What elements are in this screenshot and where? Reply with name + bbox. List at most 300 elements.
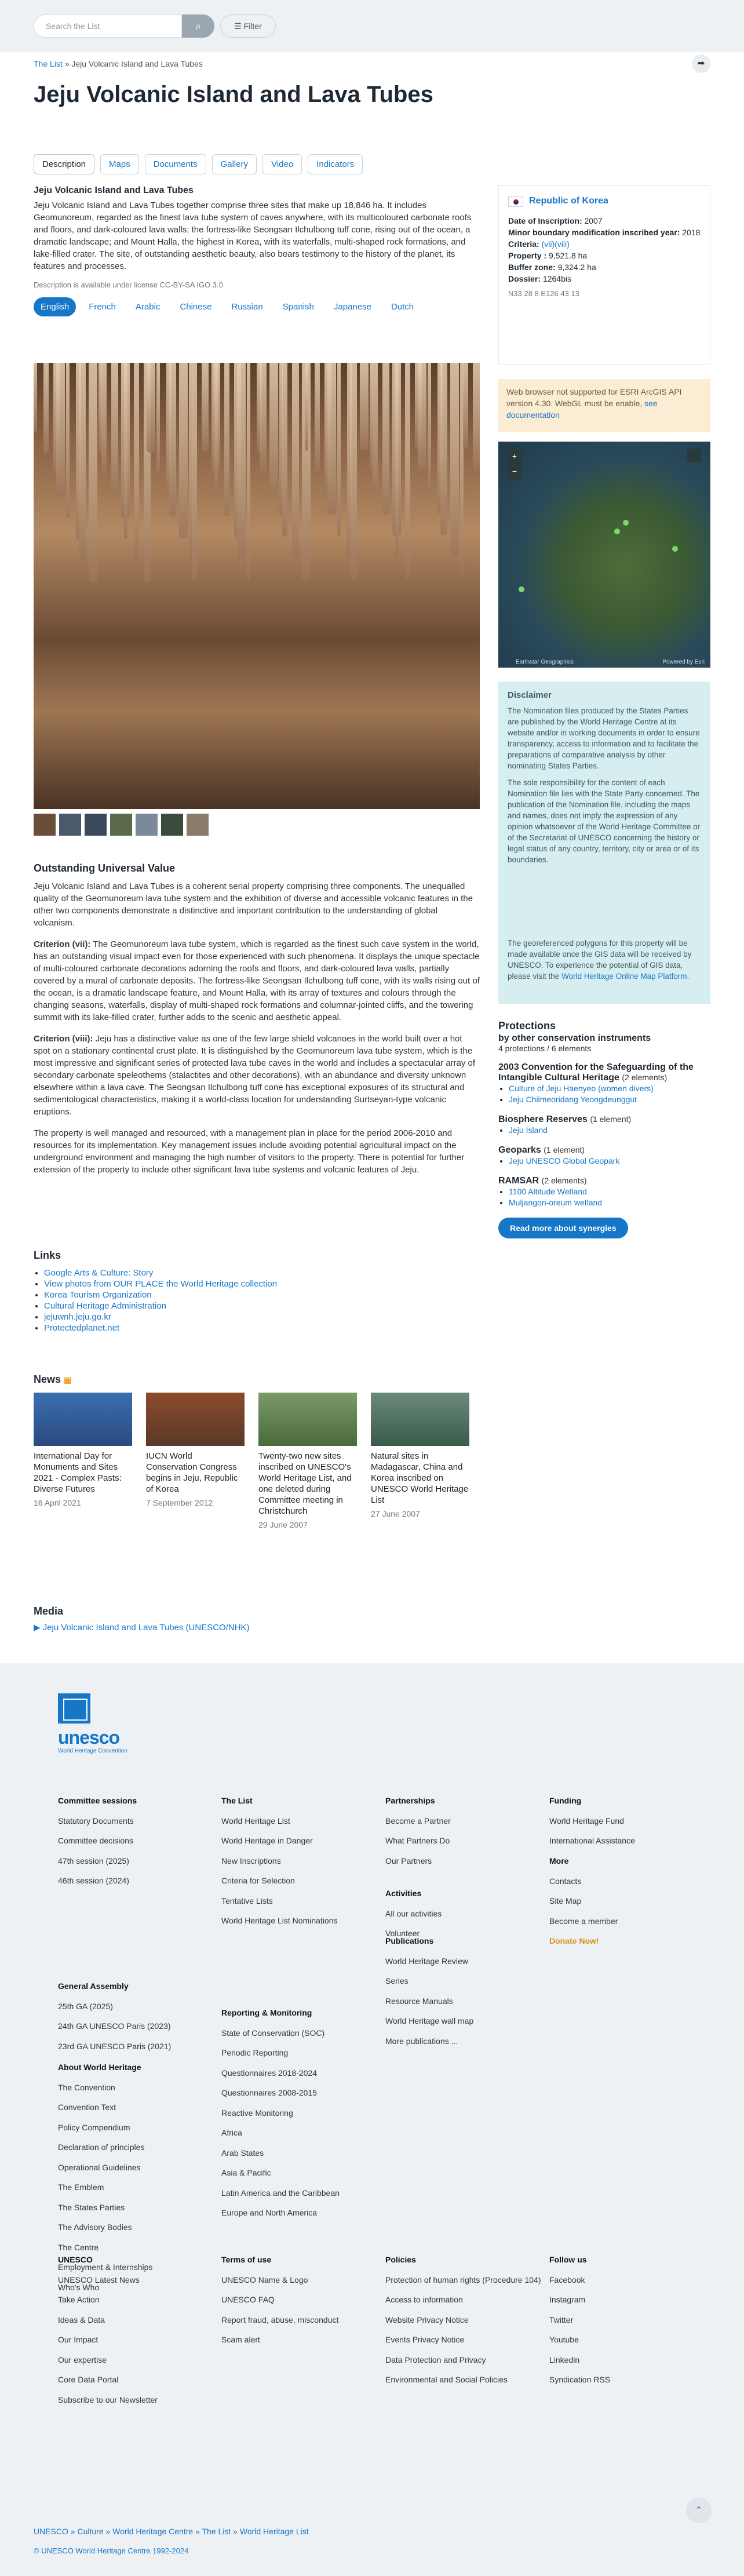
filter-label: Filter (243, 21, 262, 31)
media-item[interactable] (34, 1622, 250, 1633)
criterion-vii-text: The Geomunoreum lava tube system, which is regarded as the finest such cave system in the world, has an outstanding visual impact even for those experienced with such phenomena. It displays the unique spectacle of multi-coloured carbonate decorations adorning the roofs and floors, and dark-coloured lava walls, partially covered by a mural of carbonate deposits. The fortress-like Seongsan Ilchulbong tuff cone, with its walls rising out of the ocean, is a dramatic landscape feature, and Mount Halla, with its array of textures and colours through the changing seasons, waterfalls, display of multi-shaped rock formations and columnar-jointed cliffs, and the towering summit with its lake-filled crater, further adds to the scenic and aesthetic appeal. (34, 939, 480, 1022)
footer-column (385, 2250, 541, 2390)
info-value: 1264bis (542, 274, 571, 284)
footer-link[interactable]: Scam alert (221, 2335, 260, 2344)
stalactite-decoration (315, 363, 320, 472)
criteria-link[interactable]: (vii)(viii) (541, 239, 570, 249)
footer-link[interactable]: Questionnaires 2008-2015 (221, 2088, 318, 2097)
stalactite-decoration (373, 363, 378, 493)
footer-column (221, 1791, 338, 1931)
copyright: © UNESCO World Heritage Centre 1992-2024 (34, 2546, 189, 2555)
gallery-thumb[interactable] (85, 814, 107, 836)
stalactite-decoration (147, 363, 155, 453)
stalactite-decoration (269, 363, 278, 494)
stalactite-decoration (214, 363, 218, 495)
ramsar-item[interactable] (509, 1186, 710, 1197)
protections-heading: Protections (498, 1020, 556, 1032)
protections-count: 4 protections / 6 elements (498, 1044, 592, 1053)
management-text: The property is well managed and resourced, with a management plan in place for the period 2006-2010 and resources for its implementation. Key management issues include avoiding potential agricultural impact on the underground environment and managing the high number of visitors to the property. There is potential for further extension of the property to include other significant lava tube systems and volcanic features of Jeju. (34, 1128, 465, 1175)
footer-column-heading: Committee sessions (58, 1796, 137, 1805)
news-card[interactable] (146, 1393, 245, 1529)
hero-image[interactable] (34, 363, 480, 809)
footer-link[interactable]: Convention Text (58, 2103, 116, 2112)
footer-link[interactable]: Resource Manuals (385, 1996, 453, 2006)
stalactite-decoration (360, 363, 369, 450)
ich-item[interactable] (509, 1083, 710, 1094)
stalactite-decoration (56, 363, 65, 497)
share-icon: ➦ (697, 59, 705, 68)
link-text[interactable]: View photos from OUR PLACE the World Heritage collection (44, 1279, 278, 1289)
coordinates: N33 28 8 E126 43 13 (508, 289, 579, 298)
inscription-date (508, 215, 701, 227)
share-button[interactable] (692, 54, 710, 73)
footer-link[interactable]: Instagram (549, 2295, 586, 2304)
gis-text: The georeferenced polygons for this property will be made available once the GIS data will be received by UNESCO. To experience the potential of GIS data, please visit the (508, 939, 692, 981)
site-marker[interactable] (623, 520, 629, 526)
info-value: 9,324.2 ha (557, 263, 596, 272)
stalactite-decoration (192, 363, 197, 581)
footer-link[interactable]: Ideas & Data (58, 2315, 105, 2324)
filter-button[interactable]: ☰ Filter (220, 14, 276, 38)
map-credit: Earthstar Geographics (516, 659, 574, 665)
footer-link[interactable]: World Heritage List Nominations (221, 1916, 338, 1925)
footer-column-heading: More (549, 1856, 569, 1865)
footer-link[interactable]: All our activities (385, 1908, 442, 1918)
convention-heading (498, 1062, 710, 1083)
footer-link[interactable]: Statutory Documents (58, 1816, 134, 1826)
footer-link[interactable]: Become a member (549, 1916, 618, 1926)
link-text[interactable]: Cultural Heritage Administration (44, 1301, 166, 1311)
news-item-date: 29 June 2007 (258, 1520, 308, 1529)
footer-link[interactable]: Youtube (549, 2335, 579, 2344)
stalactite-decoration (463, 363, 468, 449)
breadcrumb-separator: » (64, 59, 72, 68)
unesco-logo-text: unesco (58, 1727, 120, 1748)
footer-column (385, 1931, 473, 2051)
stalactite-decoration (395, 363, 399, 558)
tab-documents[interactable]: Documents (145, 154, 206, 174)
footer-link[interactable]: International Assistance (549, 1836, 635, 1845)
criterion-vii (34, 938, 480, 1023)
stalactite-decoration (428, 363, 431, 493)
geopark-link[interactable]: Jeju UNESCO Global Geopark (509, 1156, 620, 1165)
footer-column-heading: General Assembly (58, 1981, 129, 1991)
biosphere-item[interactable] (509, 1125, 710, 1136)
logo-subtitle: World Heritage Convention (58, 1748, 127, 1754)
link-text[interactable]: jejuwnh.jeju.go.kr (44, 1312, 111, 1322)
stalactite-decoration (350, 363, 357, 580)
stalactite-decoration (260, 363, 267, 473)
page-title: Jeju Volcanic Island and Lava Tubes (34, 82, 433, 107)
footer-link[interactable]: Take Action (58, 2295, 100, 2304)
license-note: Description is available under license CC-BY-SA IGO 3.0 (34, 280, 223, 289)
footer-column-heading: Follow us (549, 2255, 587, 2264)
footer-link[interactable]: Arab States (221, 2148, 264, 2158)
ramsar-link[interactable]: Muljangori-oreum wetland (509, 1198, 603, 1207)
info-label: Criteria: (508, 239, 539, 249)
stalactite-decoration (134, 363, 139, 560)
news-section (34, 1373, 480, 1529)
link-item[interactable] (44, 1300, 381, 1311)
geoparks-title: Geoparks (498, 1145, 541, 1155)
footer-link[interactable]: State of Conservation (SOC) (221, 2028, 325, 2038)
footer-link[interactable]: Africa (221, 2128, 242, 2137)
convention-title: 2003 Convention for the Safeguarding of the Intangible Cultural Heritage (498, 1062, 694, 1083)
footer-link[interactable]: The States Parties (58, 2202, 125, 2212)
news-item-title[interactable]: IUCN World Conservation Congress begins in Jeju, Republic of Korea (146, 1451, 238, 1494)
info-label: Buffer zone: (508, 263, 556, 272)
biosphere-title: Biosphere Reserves (498, 1114, 588, 1124)
lang-arabic[interactable]: Arabic (135, 302, 161, 312)
biosphere-count: (1 element) (590, 1114, 632, 1124)
footer-link[interactable]: World Heritage Fund (549, 1816, 624, 1826)
footer-link[interactable]: Questionnaires 2018-2024 (221, 2068, 318, 2078)
footer-link[interactable]: 24th GA UNESCO Paris (2023) (58, 2021, 171, 2031)
ich-item[interactable] (509, 1094, 710, 1105)
lang-russian[interactable]: Russian (231, 302, 263, 312)
footer-link[interactable]: Volunteer (385, 1929, 420, 1938)
footer-link[interactable]: Our Partners (385, 1856, 432, 1865)
link-item[interactable] (44, 1311, 381, 1322)
footer-link[interactable]: The Convention (58, 2082, 115, 2092)
site-footer (0, 1663, 744, 2576)
boundary-modification (508, 227, 701, 238)
link-item[interactable] (44, 1278, 381, 1289)
site-map[interactable] (498, 442, 710, 668)
protections-subheading: by other conservation instruments (498, 1033, 651, 1043)
stalactite-decoration (247, 363, 250, 581)
news-image (146, 1393, 245, 1446)
stalactite-decoration (169, 363, 176, 517)
geoparks-heading (498, 1145, 710, 1156)
site-marker[interactable] (519, 586, 524, 592)
footer-link[interactable]: Criteria for Selection (221, 1876, 295, 1885)
stalactite-decoration (179, 363, 188, 538)
stalactite-decoration (66, 363, 70, 518)
footer-link[interactable]: Tentative Lists (221, 1896, 273, 1905)
footer-link[interactable]: Employment & Internships (58, 2262, 153, 2272)
info-label: Date of Inscription: (508, 216, 582, 226)
warning-text: Web browser not supported for ESRI ArcGIS API version 4.30. WebGL must be enable, (506, 387, 682, 408)
ich-link[interactable]: Culture of Jeju Haenyeo (women divers) (509, 1084, 654, 1093)
footer-link[interactable]: Series (385, 1976, 409, 1985)
ramsar-title: RAMSAR (498, 1176, 539, 1186)
footer-column-heading: About World Heritage (58, 2063, 141, 2072)
lang-dutch[interactable]: Dutch (391, 302, 414, 312)
link-item[interactable] (44, 1267, 381, 1278)
basemap-toggle[interactable] (687, 449, 701, 462)
footer-column-heading: Publications (385, 1936, 434, 1945)
footer-link[interactable]: Europe and North America (221, 2208, 317, 2217)
stalactite-decoration (79, 363, 86, 561)
footer-link[interactable]: 25th GA (2025) (58, 2001, 113, 2011)
map-warning (498, 379, 710, 432)
criteria (508, 238, 701, 250)
footer-link[interactable]: Events Privacy Notice (385, 2335, 465, 2344)
link-item[interactable] (44, 1322, 381, 1333)
site-marker[interactable] (614, 529, 620, 534)
ouv-heading: Outstanding Universal Value (34, 862, 176, 874)
link-text[interactable]: Korea Tourism Organization (44, 1290, 152, 1300)
footer-link[interactable]: New Inscriptions (221, 1856, 281, 1865)
description-section (34, 185, 480, 316)
map-powered: Powered by Esri (662, 659, 705, 665)
info-label: Minor boundary modification inscribed year: (508, 228, 680, 238)
stalactite-decoration (34, 363, 37, 432)
tab-description[interactable]: Description (34, 154, 94, 174)
breadcrumb-row (0, 52, 744, 81)
news-item-date: 16 April 2021 (34, 1498, 81, 1507)
news-image (258, 1393, 357, 1446)
warning-doc-link[interactable]: see documentation (506, 399, 658, 420)
footer-link[interactable]: Website Privacy Notice (385, 2315, 469, 2324)
footer-link[interactable]: Asia & Pacific (221, 2168, 271, 2177)
footer-link[interactable]: Latin America and the Caribbean (221, 2188, 340, 2198)
footer-link[interactable]: 46th session (2024) (58, 1876, 129, 1885)
gallery-thumbnails (34, 814, 209, 836)
synergies-button[interactable]: Read more about synergies (498, 1218, 628, 1238)
footer-link[interactable]: The Emblem (58, 2183, 104, 2192)
zoom-out-button[interactable]: − (512, 467, 517, 476)
stalactite-decoration (337, 363, 341, 537)
news-item-title[interactable]: International Day for Monuments and Sites 2021 - Complex Pasts: Diverse Futures (34, 1451, 122, 1494)
gallery-thumb[interactable] (136, 814, 158, 836)
footer-link[interactable]: Report fraud, abuse, misconduct (221, 2315, 339, 2324)
footer-column (221, 2003, 340, 2223)
news-image (34, 1393, 132, 1446)
gallery-thumb[interactable] (161, 814, 183, 836)
footer-link[interactable]: Twitter (549, 2315, 574, 2324)
stalactite-decoration (156, 363, 160, 474)
tab-video[interactable]: Video (262, 154, 302, 174)
footer-breadcrumb[interactable]: UNESCO » Culture » World Heritage Centre » The List » World Heritage List (34, 2527, 309, 2536)
footer-column (385, 1791, 451, 1871)
news-card[interactable] (258, 1393, 357, 1529)
gallery-thumb[interactable] (59, 814, 81, 836)
footer-link[interactable]: Access to information (385, 2295, 463, 2304)
footer-link[interactable]: Core Data Portal (58, 2375, 119, 2384)
site-marker[interactable] (672, 546, 678, 552)
footer-link[interactable]: Operational Guidelines (58, 2162, 141, 2172)
property-info-card (498, 185, 710, 365)
ouv-intro: Jeju Volcanic Island and Lava Tubes is a coherent serial property comprising three components. The unequalled quality of the Geomunoreum lava tube system and the exhibition of diverse and accessible volcanic features in the other two components demonstrate a distinctive and important contribution to the understanding of global volcanism. (34, 881, 473, 928)
footer-link[interactable]: Periodic Reporting (221, 2048, 289, 2057)
footer-link[interactable]: Protection of human rights (Procedure 104) (385, 2275, 541, 2284)
link-text[interactable]: Protectedplanet.net (44, 1323, 120, 1333)
search-input[interactable]: Search the List (34, 14, 182, 38)
stalactite-decoration (111, 363, 118, 496)
footer-link[interactable]: Syndication RSS (549, 2375, 611, 2384)
stalactite-decoration (282, 363, 287, 537)
news-item-title[interactable]: Twenty-two new sites inscribed on UNESCO's World Heritage List, and one deleted during Committee meeting in Christchurch (258, 1451, 352, 1516)
rss-icon[interactable]: ▣ (64, 1375, 72, 1384)
lang-french[interactable]: French (89, 302, 116, 312)
dossier (508, 273, 701, 285)
zoom-controls[interactable] (508, 449, 521, 480)
footer-column (549, 1851, 618, 1951)
breadcrumb-home[interactable]: The List (34, 59, 63, 68)
zoom-in-button[interactable]: + (512, 451, 517, 461)
protections-section (498, 1020, 710, 1238)
gis-note (498, 930, 710, 1004)
ramsar-link[interactable]: 1100 Altitude Wetland (509, 1187, 587, 1196)
breadcrumb (34, 59, 203, 68)
stalactite-decoration (202, 363, 209, 452)
biosphere-link[interactable]: Jeju Island (509, 1125, 548, 1135)
media-link[interactable]: Jeju Volcanic Island and Lava Tubes (UNESCO/NHK) (42, 1623, 250, 1633)
footer-link[interactable]: The Advisory Bodies (58, 2222, 132, 2232)
play-icon: ▶ (34, 1623, 41, 1633)
biosphere-heading (498, 1114, 710, 1125)
top-search-bar (0, 0, 744, 52)
stalactite-decoration (473, 363, 480, 471)
info-value: 2007 (584, 216, 603, 226)
link-item[interactable] (44, 1289, 381, 1300)
description-heading: Jeju Volcanic Island and Lava Tubes (34, 185, 194, 195)
media-section (34, 1605, 250, 1633)
ouv-section (34, 862, 480, 1185)
footer-link[interactable]: World Heritage in Danger (221, 1836, 313, 1845)
gallery-thumb[interactable] (34, 814, 56, 836)
footer-column (549, 2250, 610, 2390)
footer-link[interactable]: Environmental and Social Policies (385, 2375, 508, 2384)
ramsar-item[interactable] (509, 1197, 710, 1208)
stalactite-decoration (124, 363, 127, 539)
stalactite-decoration (405, 363, 410, 579)
footer-link[interactable]: Reactive Monitoring (221, 2108, 293, 2118)
buffer-zone (508, 261, 701, 273)
footer-column-heading: Partnerships (385, 1796, 435, 1805)
footer-link[interactable]: More publications ... (385, 2036, 458, 2046)
info-label: Dossier: (508, 274, 541, 284)
footer-link[interactable]: Data Protection and Privacy (385, 2355, 486, 2364)
criterion-vii-label: Criterion (vii): (34, 939, 91, 949)
stalactite-decoration (305, 363, 308, 451)
footer-link[interactable]: Declaration of principles (58, 2143, 145, 2152)
footer-link[interactable]: Policy Compendium (58, 2122, 130, 2132)
news-item-date: 27 June 2007 (371, 1509, 420, 1518)
gallery-thumb[interactable] (110, 814, 132, 836)
unesco-temple-logo-icon[interactable] (58, 1693, 90, 1724)
footer-link[interactable]: Subscribe to our Newsletter (58, 2395, 158, 2404)
lang-spanish[interactable]: Spanish (282, 302, 314, 312)
stalactite-decoration (101, 363, 107, 475)
stalactite-decoration (237, 363, 246, 559)
footer-column (221, 2250, 338, 2350)
property-area (508, 250, 701, 261)
footer-column-heading: UNESCO (58, 2255, 93, 2264)
footer-link[interactable]: UNESCO Name & Logo (221, 2275, 308, 2284)
gallery-thumb[interactable] (187, 814, 209, 836)
tab-maps[interactable]: Maps (100, 154, 139, 174)
tab-indicators[interactable]: Indicators (308, 154, 363, 174)
search-button[interactable] (182, 14, 214, 38)
geopark-item[interactable] (509, 1156, 710, 1167)
stalactite-decoration (440, 363, 447, 535)
footer-link[interactable]: Who's Who (58, 2282, 100, 2292)
footer-link[interactable]: 47th session (2025) (58, 1856, 129, 1865)
stalactite-decoration (382, 363, 389, 515)
footer-link[interactable]: Our Impact (58, 2335, 99, 2344)
news-item-date: 7 September 2012 (146, 1498, 213, 1507)
footer-link[interactable]: What Partners Do (385, 1836, 450, 1845)
footer-column (58, 1976, 171, 2056)
ramsar-heading (498, 1176, 710, 1186)
breadcrumb-current: Jeju Volcanic Island and Lava Tubes (71, 59, 203, 68)
footer-link[interactable]: World Heritage Review (385, 1956, 468, 1966)
footer-link[interactable]: Committee decisions (58, 1836, 133, 1845)
tab-gallery[interactable]: Gallery (212, 154, 257, 174)
ich-link[interactable]: Jeju Chilmeoridang Yeongdeunggut (509, 1095, 637, 1104)
language-switcher (34, 297, 480, 316)
footer-link[interactable]: Donate Now! (549, 1936, 599, 1945)
footer-link[interactable]: UNESCO FAQ (221, 2295, 275, 2304)
footer-link[interactable]: World Heritage wall map (385, 2016, 474, 2025)
links-section (34, 1249, 381, 1333)
footer-link[interactable]: UNESCO Latest News (58, 2275, 140, 2284)
news-card[interactable] (34, 1393, 132, 1529)
lang-chinese[interactable]: Chinese (180, 302, 212, 312)
footer-link[interactable]: Facebook (549, 2275, 585, 2284)
lang-japanese[interactable]: Japanese (333, 302, 371, 312)
convention-count: (2 elements) (622, 1073, 668, 1082)
news-item-title[interactable]: Natural sites in Madagascar, China and Korea inscribed on UNESCO World Heritage List (371, 1451, 469, 1505)
footer-column-heading: Funding (549, 1796, 582, 1805)
footer-column-heading: Policies (385, 2255, 416, 2264)
footer-link[interactable]: The Centre (58, 2242, 99, 2252)
footer-column (58, 2250, 158, 2410)
footer-column (58, 1791, 137, 1891)
link-text[interactable]: Google Arts & Culture: Story (44, 1268, 154, 1278)
country-link[interactable]: Republic of Korea (529, 196, 608, 206)
footer-link[interactable]: World Heritage List (221, 1816, 290, 1826)
news-heading (34, 1373, 480, 1386)
footer-link[interactable]: Become a Partner (385, 1816, 451, 1826)
lang-english[interactable]: English (34, 297, 76, 316)
footer-column-heading: Reporting & Monitoring (221, 2008, 312, 2017)
footer-column-heading: Activities (385, 1889, 422, 1898)
stalactite-decoration (292, 363, 299, 559)
footer-link[interactable]: Site Map (549, 1896, 582, 1905)
back-to-top-button[interactable] (686, 2498, 712, 2523)
disclaimer-p2: The sole responsibility for the content of each Nomination file lies with the State Party concerned. The publication of the Nomination file, including the maps and names, does not imply the expression of any opinion whatsoever of the World Heritage Committee or of the Secretariat of UNESCO concerning the history or legal status of any country, territory, city or area or of its boundaries. (508, 778, 701, 864)
disclaimer-p1: The Nomination files produced by the States Parties are published by the World Heritage Centre at its website and/or in working documents in order to ensure transparency, access to information and to facilitate the preparations of comparative analysis by other nominating States Parties. (508, 706, 700, 770)
info-value: 2018 (682, 228, 701, 238)
links-heading: Links (34, 1249, 61, 1261)
stalactite-decoration (224, 363, 229, 516)
footer-link[interactable]: Our expertise (58, 2355, 107, 2364)
criterion-viii-text: Jeju has a distinctive value as one of the few large shield volcanoes in the world built over a hot spot on a stationary continental crust plate. It is distinguished by the Geomunoreum lava tube system, which is the most impressive and significant series of protected lava tube caves in the world and includes a spectacular array of secondary carbonate speleothems (stalactites and other decorations), with an abundance and diversity unknown elsewhere within a lava cave. The Seongsan Ilchulbong tuff cone has exceptional exposures of its structural and sedimentological characteristics, making it a world-class location for understanding Surtseyan-type volcanic eruptions. (34, 1034, 476, 1117)
info-label: Property : (508, 251, 547, 261)
chevron-up-icon: ⌃ (695, 2505, 703, 2515)
criterion-viii (34, 1033, 480, 1118)
stalactite-decoration (89, 363, 97, 582)
footer-link[interactable]: Contacts (549, 1876, 582, 1886)
footer-link[interactable]: 23rd GA UNESCO Paris (2021) (58, 2041, 172, 2051)
news-card[interactable] (371, 1393, 469, 1529)
footer-column-heading: Terms of use (221, 2255, 272, 2264)
stalactite-decoration (418, 363, 426, 471)
media-heading: Media (34, 1605, 64, 1617)
gis-link[interactable]: World Heritage Online Map Platform. (561, 972, 690, 981)
news-image (371, 1393, 469, 1446)
criterion-viii-label: Criterion (viii): (34, 1034, 93, 1044)
stalactite-decoration (43, 363, 49, 454)
korea-flag-icon (508, 196, 523, 207)
ramsar-count: (2 elements) (541, 1176, 587, 1185)
footer-link[interactable]: Linkedin (549, 2355, 580, 2364)
stalactite-decoration (327, 363, 336, 515)
